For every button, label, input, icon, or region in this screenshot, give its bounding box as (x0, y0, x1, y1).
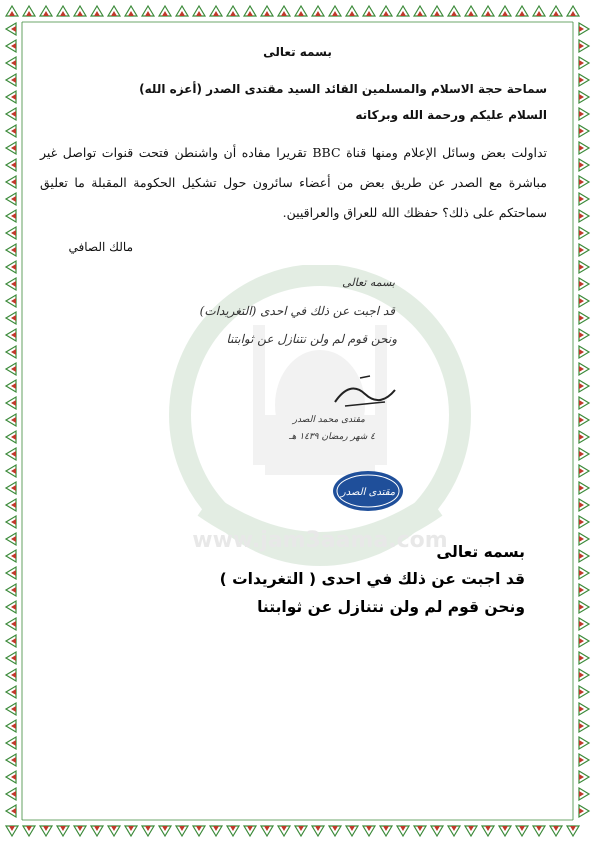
border-motif (125, 6, 137, 16)
border-motif (108, 826, 120, 836)
official-seal-icon (332, 470, 404, 512)
border-motif (159, 826, 171, 836)
border-motif (6, 380, 16, 392)
border-motif (579, 754, 589, 766)
signature-scribble-icon (330, 372, 400, 412)
border-motif (40, 6, 52, 16)
border-motif (579, 244, 589, 256)
border-motif (516, 826, 528, 836)
border-motif (579, 414, 589, 426)
border-motif (579, 159, 589, 171)
border-motif (210, 6, 222, 16)
border-motif (6, 244, 16, 256)
border-motif (346, 6, 358, 16)
border-motif (6, 193, 16, 205)
border-motif (579, 142, 589, 154)
border-motif (579, 720, 589, 732)
border-motif (6, 176, 16, 188)
border-motif (579, 482, 589, 494)
border-motif (579, 57, 589, 69)
border-motif (579, 227, 589, 239)
border-motif (278, 6, 290, 16)
border-motif (579, 312, 589, 324)
border-motif (295, 826, 307, 836)
border-motif (380, 6, 392, 16)
border-motif (6, 669, 16, 681)
border-motif (6, 210, 16, 222)
border-motif (6, 720, 16, 732)
border-motif (579, 40, 589, 52)
border-motif (482, 826, 494, 836)
handwritten-signature-name: مقتدى محمد الصدر (292, 415, 365, 425)
border-motif (380, 826, 392, 836)
border-motif (261, 826, 273, 836)
border-motif (91, 6, 103, 16)
border-motif (6, 448, 16, 460)
border-motif (6, 550, 16, 562)
border-motif (579, 91, 589, 103)
border-motif (295, 6, 307, 16)
border-motif (579, 499, 589, 511)
border-motif (227, 6, 239, 16)
border-motif (6, 23, 16, 35)
border-motif (57, 826, 69, 836)
border-motif (108, 6, 120, 16)
border-motif (23, 826, 35, 836)
border-motif (567, 6, 579, 16)
letter-content (30, 30, 565, 812)
border-motif (6, 601, 16, 613)
border-motif (125, 826, 137, 836)
border-motif (6, 397, 16, 409)
border-motif (579, 125, 589, 137)
border-motif (176, 6, 188, 16)
border-motif (6, 516, 16, 528)
border-motif (6, 346, 16, 358)
border-motif (6, 652, 16, 664)
border-motif (579, 448, 589, 460)
border-motif (363, 6, 375, 16)
border-motif (6, 584, 16, 596)
border-motif (397, 826, 409, 836)
border-motif (6, 567, 16, 579)
border-motif (244, 826, 256, 836)
seal-text: مقتدى الصدر (340, 487, 396, 498)
border-motif (465, 6, 477, 16)
border-motif (431, 6, 443, 16)
border-motif (579, 686, 589, 698)
border-motif (6, 295, 16, 307)
border-motif (6, 703, 16, 715)
border-motif (579, 567, 589, 579)
border-motif (533, 6, 545, 16)
border-motif (6, 788, 16, 800)
handwritten-line-answer: قد اجبت عن ذلك في احدى (التغريدات) (199, 304, 395, 318)
border-motif (579, 635, 589, 647)
border-motif (23, 6, 35, 16)
border-motif (6, 278, 16, 290)
letter-greeting: السلام عليكم ورحمة الله وبركاته (355, 108, 547, 122)
border-motif (533, 826, 545, 836)
border-motif (6, 329, 16, 341)
border-motif (278, 826, 290, 836)
border-motif (579, 618, 589, 630)
border-motif (579, 295, 589, 307)
border-motif (579, 210, 589, 222)
border-motif (579, 431, 589, 443)
border-motif (329, 6, 341, 16)
border-motif (193, 6, 205, 16)
border-motif (6, 826, 18, 836)
border-motif (579, 788, 589, 800)
border-motif (579, 176, 589, 188)
border-motif (329, 826, 341, 836)
border-motif (6, 618, 16, 630)
reply-opening: بسمه تعالى (436, 543, 525, 561)
border-motif (91, 826, 103, 836)
border-motif (579, 261, 589, 273)
border-motif (40, 826, 52, 836)
border-motif (6, 482, 16, 494)
border-motif (579, 363, 589, 375)
border-motif (6, 91, 16, 103)
border-motif (74, 826, 86, 836)
border-motif (159, 6, 171, 16)
handwritten-signature-date: ٤ شهر رمضان ١٤٣٩ هـ (289, 432, 375, 442)
border-motif (6, 754, 16, 766)
border-motif (579, 703, 589, 715)
border-motif (6, 805, 16, 817)
border-motif (579, 737, 589, 749)
border-motif (579, 108, 589, 120)
border-motif (414, 826, 426, 836)
border-motif (6, 499, 16, 511)
border-motif (579, 584, 589, 596)
border-motif (6, 431, 16, 443)
border-motif (142, 6, 154, 16)
border-motif (6, 686, 16, 698)
border-motif (6, 737, 16, 749)
border-motif (448, 826, 460, 836)
letter-opening: بسمه تعالى (263, 45, 332, 59)
border-motif (142, 826, 154, 836)
border-motif (579, 652, 589, 664)
border-motif (6, 125, 16, 137)
border-motif (579, 601, 589, 613)
border-motif (346, 826, 358, 836)
border-motif (6, 533, 16, 545)
handwritten-line-stance: ونحن قوم لم ولن نتنازل عن ثوابتنا (226, 332, 397, 346)
border-motif (6, 771, 16, 783)
border-motif (6, 261, 16, 273)
border-motif (176, 826, 188, 836)
border-motif (57, 6, 69, 16)
watermark-url: www.jam3aama.com (192, 528, 448, 553)
border-motif (312, 826, 324, 836)
border-motif (6, 108, 16, 120)
border-motif (6, 465, 16, 477)
border-motif (6, 227, 16, 239)
border-motif (579, 193, 589, 205)
border-motif (579, 550, 589, 562)
border-motif (6, 159, 16, 171)
letter-body: تداولت بعض وسائل الإعلام ومنها قناة BBC تقريرا مفاده أن واشنطن فتحت قنوات تواصل غير مباشرة مع الصدر عن طريق بعض من أعضاء سائرون حول تشكيل الحكومة المقبلة ما تعليق سماحتكم على ذلك؟ حفظك الله للعراق والعراقيين. (40, 145, 548, 220)
border-motif (465, 826, 477, 836)
border-motif (448, 6, 460, 16)
border-motif (579, 771, 589, 783)
reply-answer: قد اجبت عن ذلك في احدى ( التغريدات ) (219, 570, 525, 588)
border-motif (579, 805, 589, 817)
border-motif (6, 312, 16, 324)
border-motif (227, 826, 239, 836)
border-motif (482, 6, 494, 16)
border-motif (550, 6, 562, 16)
border-motif (550, 826, 562, 836)
handwritten-opening: بسمه تعالى (342, 276, 395, 289)
border-motif (397, 6, 409, 16)
reply-stance: ونحن قوم لم ولن نتنازل عن ثوابتنا (257, 598, 525, 616)
border-motif (579, 397, 589, 409)
border-motif (579, 533, 589, 545)
border-motif (210, 826, 222, 836)
border-motif (6, 74, 16, 86)
border-motif (193, 826, 205, 836)
border-motif (6, 40, 16, 52)
letter-sender: مالك الصافي (68, 240, 133, 254)
border-motif (431, 826, 443, 836)
border-motif (414, 6, 426, 16)
border-motif (499, 826, 511, 836)
border-motif (499, 6, 511, 16)
border-motif (312, 6, 324, 16)
border-motif (6, 142, 16, 154)
border-motif (567, 826, 579, 836)
border-motif (579, 346, 589, 358)
border-motif (579, 465, 589, 477)
border-motif (579, 278, 589, 290)
border-motif (244, 6, 256, 16)
border-motif (579, 669, 589, 681)
border-motif (6, 6, 18, 16)
border-motif (579, 516, 589, 528)
border-motif (261, 6, 273, 16)
border-motif (6, 57, 16, 69)
border-motif (579, 380, 589, 392)
border-motif (6, 635, 16, 647)
border-motif (579, 329, 589, 341)
border-motif (579, 23, 589, 35)
border-motif (74, 6, 86, 16)
border-motif (516, 6, 528, 16)
border-motif (579, 74, 589, 86)
letter-addressee: سماحة حجة الاسلام والمسلمين القائد السيد مقتدى الصدر (أعزه الله) (139, 82, 547, 96)
border-motif (363, 826, 375, 836)
border-motif (6, 414, 16, 426)
border-motif (6, 363, 16, 375)
